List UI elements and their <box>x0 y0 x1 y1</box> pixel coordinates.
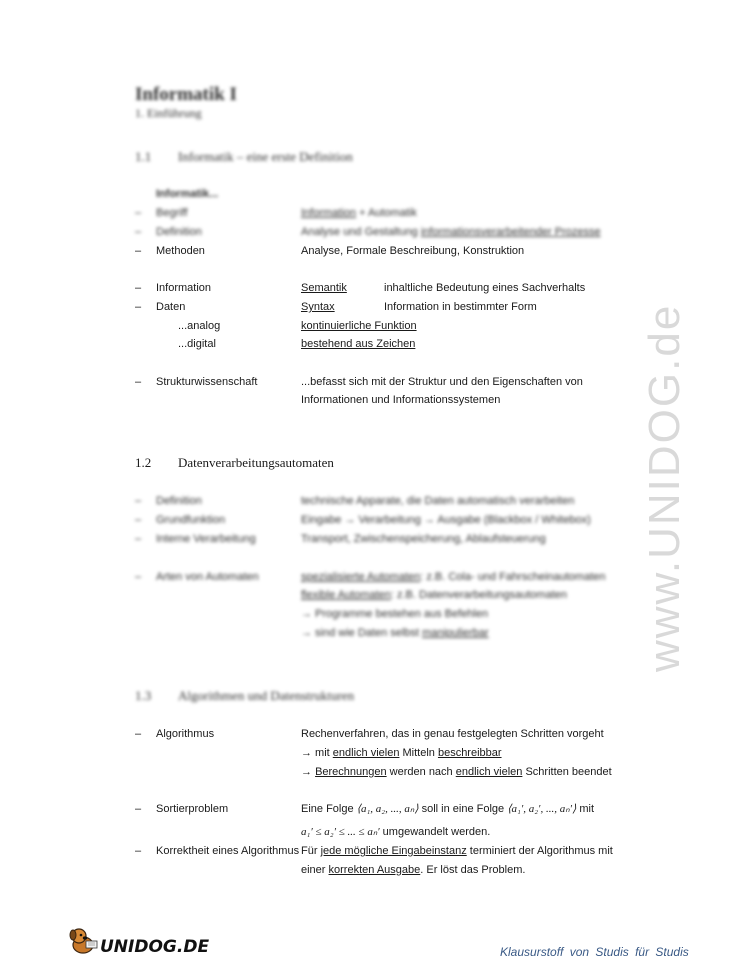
struktur-label: Strukturwissenschaft <box>156 376 258 388</box>
struktur-line2: Informationen und Informationssystemen <box>301 394 501 406</box>
row-value: Transport, Zwischenspeicherung, Ablaufsteuerung <box>301 533 546 545</box>
sort-line2: a₁′ ≤ a₂′ ≤ ... ≤ aₙ′ umgewandelt werden. <box>301 826 491 838</box>
bullet: – <box>135 245 142 257</box>
arten-line4: → sind wie Daten selbst manipulierbar <box>301 627 489 639</box>
sub-value: bestehend aus Zeichen <box>301 338 416 350</box>
page-subtitle: 1. Einführung <box>135 106 202 120</box>
row-label: Begriff <box>156 207 188 219</box>
bullet: – <box>135 226 142 238</box>
watermark: www.UNIDOG.de <box>640 303 689 672</box>
row-value: Eingabe → Verarbeitung → Ausgabe (Blackbox / Whitebox) <box>301 514 591 526</box>
term: Semantik <box>301 282 347 294</box>
bullet: – <box>135 728 142 740</box>
korrekt-label: Korrektheit eines Algorithmus <box>156 845 300 857</box>
row-value: Information + Automatik <box>301 207 417 219</box>
section-title: Datenverarbeitungsautomaten <box>178 455 334 470</box>
algo-line3: → Berechnungen werden nach endlich vielen Schritten beendet <box>301 766 612 778</box>
intro-text: Informatik... <box>156 188 219 200</box>
bullet: – <box>135 514 142 526</box>
bullet: – <box>135 207 142 219</box>
bullet: – <box>135 803 142 815</box>
algo-label: Algorithmus <box>156 728 215 740</box>
unidog-logo: UNIDOG.DE <box>100 937 210 957</box>
section-title: Informatik – eine erste Definition <box>178 149 353 164</box>
term-desc: Information in bestimmter Form <box>384 301 537 313</box>
bullet: – <box>135 571 142 583</box>
row-value: technische Apparate, die Daten automatisch verarbeiten <box>301 495 575 507</box>
section-number: 1.3 <box>135 688 152 703</box>
arten-label: Arten von Automaten <box>156 571 259 583</box>
row-value: Analyse, Formale Beschreibung, Konstruktion <box>301 245 525 257</box>
korrekt-line1: Für jede mögliche Eingabeinstanz terminiert der Algorithmus mit <box>301 845 613 857</box>
arten-line2: flexible Automaten: z.B. Datenverarbeitungsautomaten <box>301 589 567 601</box>
term-label: Information <box>156 282 212 294</box>
row-label: Methoden <box>156 245 205 257</box>
bullet: – <box>135 495 142 507</box>
sub-label: ...digital <box>178 338 216 350</box>
row-label: Definition <box>156 226 202 238</box>
sub-label: ...analog <box>178 320 221 332</box>
sort-line1: Eine Folge ⟨a₁, a₂, ..., aₙ⟩ soll in eine Folge ⟨a₁′, a₂′, ..., aₙ′⟩ mit <box>301 803 595 815</box>
row-label: Interne Verarbeitung <box>156 533 256 545</box>
footer-tagline: Klausurstoff von Studis für Studis <box>500 945 689 959</box>
term-desc: inhaltliche Bedeutung eines Sachverhalts <box>384 282 586 294</box>
algo-line2: → mit endlich vielen Mitteln beschreibbar <box>301 747 502 759</box>
arten-line1: spezialisierte Automaten: z.B. Cola- und Fahrscheinautomaten <box>301 571 606 583</box>
section-number: 1.2 <box>135 455 152 470</box>
algo-line1: Rechenverfahren, das in genau festgelegten Schritten vorgeht <box>301 728 604 740</box>
section-number: 1.1 <box>135 149 152 164</box>
row-value: Analyse und Gestaltung informationsverarbeitender Prozesse <box>301 226 601 238</box>
bullet: – <box>135 282 142 294</box>
sub-value: kontinuierliche Funktion <box>301 320 417 332</box>
term-label: Daten <box>156 301 186 313</box>
bullet: – <box>135 376 142 388</box>
row-label: Grundfunktion <box>156 514 226 526</box>
arten-line3: → Programme bestehen aus Befehlen <box>301 608 489 620</box>
sort-label: Sortierproblem <box>156 803 229 815</box>
korrekt-line2: einer korrekten Ausgabe. Er löst das Problem. <box>301 864 526 876</box>
bullet: – <box>135 845 142 857</box>
row-label: Definition <box>156 495 202 507</box>
bullet: – <box>135 301 142 313</box>
struktur-line1: ...befasst sich mit der Struktur und den Eigenschaften von <box>301 376 583 388</box>
section-title: Algorithmen und Datenstrukturen <box>178 688 355 703</box>
page-title: Informatik I <box>135 84 237 105</box>
bullet: – <box>135 533 142 545</box>
dog-logo-icon <box>66 926 100 956</box>
term: Syntax <box>301 301 335 313</box>
